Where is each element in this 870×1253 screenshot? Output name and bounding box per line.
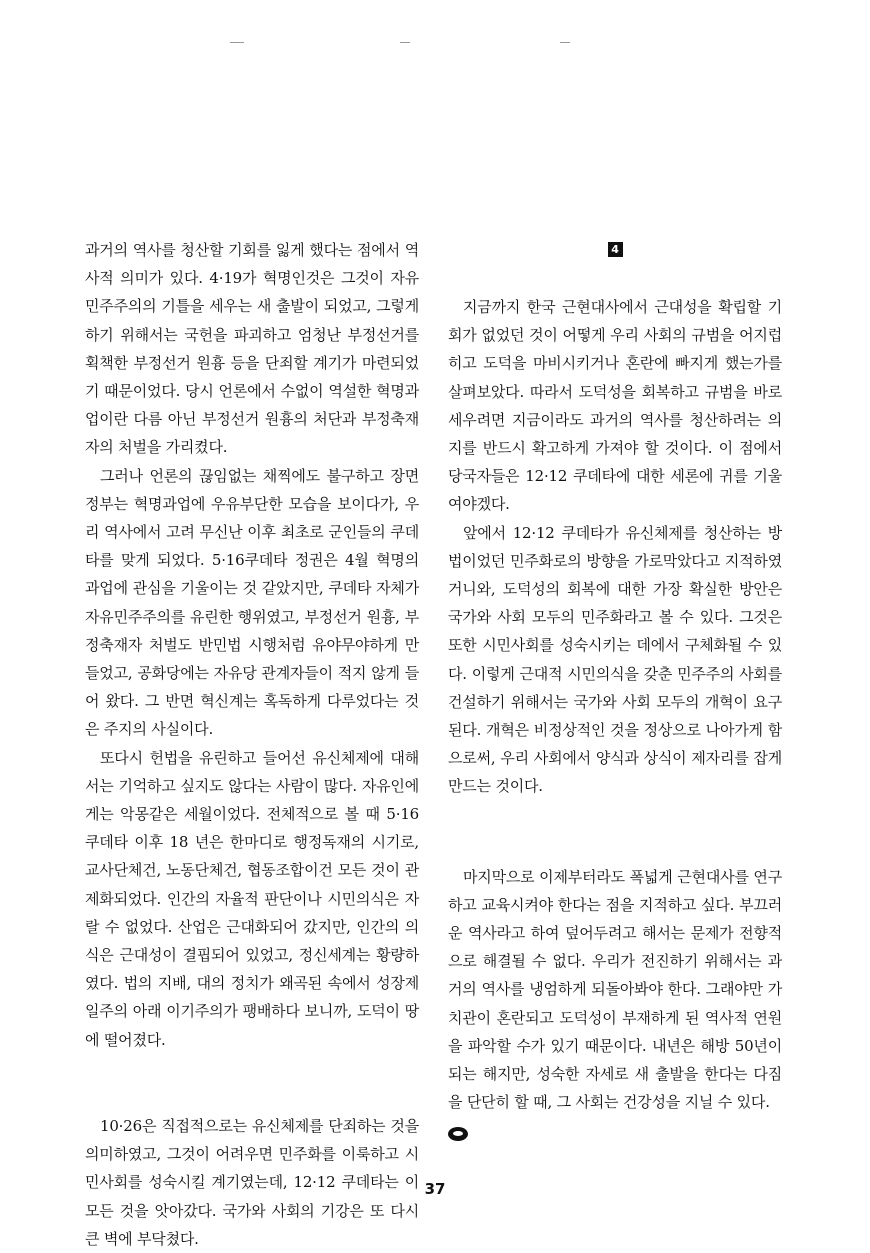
paragraph: 10·26은 직접적으로는 유신체제를 단죄하는 것을 의미하였고, 그것이 어려우면 민주화를 이룩하고 시민사회를 성숙시킬 계기였는데, 12·12 쿠데타는 이 모든 것을 앗아갔다. 국가와 사회의 기강은 또 다시 큰 벽에 부닥쳤다. <box>85 1116 419 1248</box>
top-mark <box>560 42 570 43</box>
end-of-article-icon <box>448 1127 468 1141</box>
paragraph: 앞에서 12·12 쿠데타가 유신체제를 청산하는 방법이었던 민주화로의 방향을 가로막았다고 지적하였거니와, 도덕성의 회복에 대한 가장 확실한 방안은 국가와 사회 모두의 민주화라고 볼 수 있다. 그것은 또한 시민사회를 성숙시키는 데에서 구체화될 수 있다. 이렇게 근대적 시민의식을 갖춘 민주주의 사회를 건설하기 위해서는 국가와 사회 모두의 개혁이 요구된다. 개혁은 비정상적인 것을 정상으로 나아가게 함으로써, 우리 사회에서 양식과 상식이 제자리를 잡게 만드는 것이다. <box>448 523 782 796</box>
paragraph-gap <box>448 801 782 863</box>
paragraph: 마지막으로 이제부터라도 폭넓게 근현대사를 연구하고 교육시켜야 한다는 점을 지적하고 싶다. 부끄러운 역사라고 하여 덮어두려고 해서는 문제가 전향적으로 해결될 수 없다. 우리가 전진하기 위해서는 과거의 역사를 냉엄하게 되돌아봐야 한다. 그래야만 가치관이 혼란되고 도덕성이 부재하게 된 역사적 연원을 파악할 수가 있기 때문이다. 내년은 해방 50년이 되는 해지만, 성숙한 자세로 새 출발을 한다는 다짐을 단단히 할 때, 그 사회는 건강성을 지닐 수 있다. <box>448 867 782 1112</box>
paragraph-gap <box>85 1054 419 1112</box>
page-number: 37 <box>424 1180 446 1198</box>
left-column <box>85 236 419 1253</box>
paragraph: 또다시 헌법을 유린하고 들어선 유신체제에 대해서는 기억하고 싶지도 않다는 사람이 많다. 자유인에게는 악몽같은 세월이었다. 전체적으로 볼 때 5·16쿠데타 이후 18 년은 한마디로 행정독재의 시기로, 교사단체건, 노동단체건, 협동조합이건 모든 것이 관제화되었다. 인간의 자율적 판단이나 시민의식은 자랄 수 없었다. 산업은 근대화되어 갔지만, 인간의 의식은 근대성이 결핍되어 있었고, 정신세계는 황량하였다. 법의 지배, 대의 정치가 왜곡된 속에서 성장제일주의 아래 이기주의가 팽배하다 보니까, 도덕이 땅에 떨어졌다. <box>85 748 419 1049</box>
top-mark <box>400 42 410 43</box>
paragraph: 지금까지 한국 근현대사에서 근대성을 확립할 기회가 없었던 것이 어떻게 우리 사회의 규범을 어지럽히고 도덕을 마비시키거나 혼란에 빠지게 했는가를 살펴보았다. 따라서 도덕성을 회복하고 규범을 바로 세우려면 지금이라도 과거의 역사를 청산하려는 의지를 반드시 확고하게 가져야 할 것이다. 이 점에서 당국자들은 12·12 쿠데타에 대한 세론에 귀를 기울여야겠다. <box>448 298 782 514</box>
top-mark <box>230 42 244 43</box>
right-column <box>448 236 782 1145</box>
section-number-badge: 4 <box>608 242 623 257</box>
paragraph: 그러나 언론의 끊임없는 채찍에도 불구하고 장면정부는 혁명과업에 우유부단한 모습을 보이다가, 우리 역사에서 고려 무신난 이후 최초로 군인들의 쿠데타를 맞게 되었다. 5·16쿠데타 정권은 4월 혁명의 과업에 관심을 기울이는 것 같았지만, 쿠데타 자체가 자유민주주의를 유린한 행위였고, 부정선거 원흉, 부정축재자 처벌도 반민법 시행처럼 유야무야하게 만들었고, 공화당에는 자유당 관계자들이 적지 않게 들어 왔다. 그 반면 혁신계는 혹독하게 다루었다는 것은 주지의 사실이다. <box>85 466 419 739</box>
paragraph: 과거의 역사를 청산할 기회를 잃게 했다는 점에서 역사적 의미가 있다. 4·19가 혁명인것은 그것이 자유민주주의의 기틀을 세우는 새 출발이 되었고, 그렇게 하기 위해서는 국헌을 파괴하고 엄청난 부정선거를 획책한 부정선거 원흉 등을 단죄할 계기가 마련되었기 때문이었다. 당시 언론에서 수없이 역설한 혁명과업이란 다름 아닌 부정선거 원흉의 처단과 부정축재자의 처벌을 가리켰다. <box>85 241 419 457</box>
